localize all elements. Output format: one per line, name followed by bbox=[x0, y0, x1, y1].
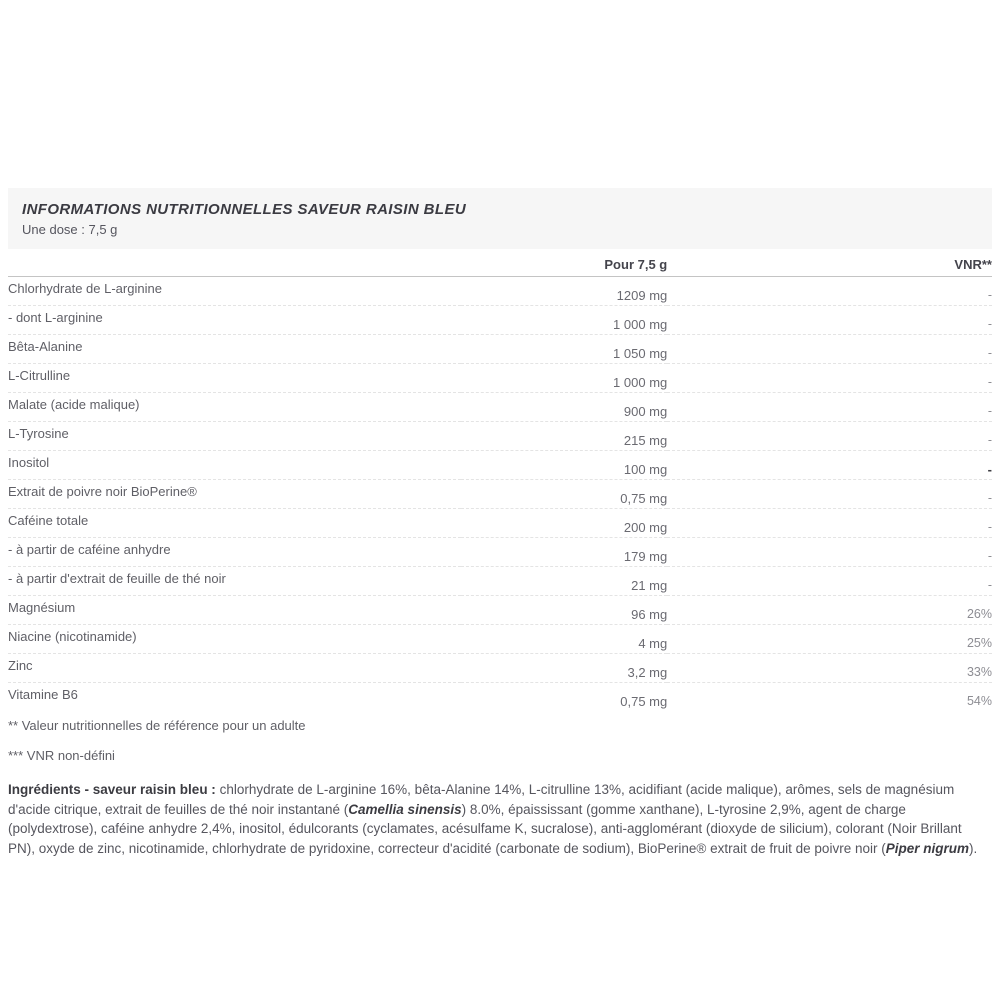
nutrient-amount: 179 mg bbox=[461, 538, 668, 567]
table-row bbox=[8, 509, 992, 538]
ingredients-segment: Ingrédients - saveur raisin bleu : bbox=[8, 782, 220, 797]
nutrient-vnr: 54% bbox=[667, 683, 992, 712]
table-row bbox=[8, 596, 992, 625]
table-row bbox=[8, 538, 992, 567]
nutrient-amount: 0,75 mg bbox=[461, 683, 668, 712]
footnote-reference: ** Valeur nutritionnelles de référence pour un adulte bbox=[8, 718, 306, 733]
table-row bbox=[8, 683, 992, 712]
nutrient-amount: 900 mg bbox=[461, 393, 668, 422]
nutrient-name: Vitamine B6 bbox=[8, 683, 461, 712]
nutrient-amount: 100 mg bbox=[461, 451, 668, 480]
nutrient-vnr: - bbox=[667, 451, 992, 480]
table-row bbox=[8, 625, 992, 654]
ingredients-segment: Camellia sinensis bbox=[348, 801, 462, 817]
empty-header-cell bbox=[8, 251, 461, 277]
nutrient-name: - à partir d'extrait de feuille de thé noir bbox=[8, 567, 461, 596]
nutrient-vnr: - bbox=[667, 335, 992, 364]
nutrition-table-body bbox=[8, 277, 992, 712]
table-row bbox=[8, 654, 992, 683]
nutrient-amount: 21 mg bbox=[461, 567, 668, 596]
nutrient-vnr: - bbox=[667, 509, 992, 538]
dose-line: Une dose : 7,5 g bbox=[22, 222, 118, 237]
nutrient-name: Extrait de poivre noir BioPerine® bbox=[8, 480, 461, 509]
nutrient-vnr: - bbox=[987, 288, 992, 302]
nutrient-vnr: 26% bbox=[667, 596, 992, 625]
nutrition-table bbox=[8, 251, 992, 711]
nutrient-vnr: - bbox=[667, 364, 992, 393]
table-row bbox=[8, 451, 992, 480]
nutrient-name: L-Citrulline bbox=[8, 364, 461, 393]
ingredients-segment: ) 8.0%, épaississant (gomme xanthane), L-tyrosine 2,9%, agent de charge (polydextrose), caféine anhydre 2,4%, inositol, édulcorants (cyclamates, acésulfame K, sucralose), anti-agglomérant (dioxyde de silicium), colorant (Noir Brillant PN), oxyde de zinc, nicotinamide, chlorhydrate de pyridoxine, correcteur d'acidité (carbonate de sodium), BioPerine® extrait de fruit de poivre noir ( bbox=[8, 801, 962, 856]
amount-column-header: Pour 7,5 g bbox=[461, 251, 668, 277]
nutrient-vnr: - bbox=[667, 567, 992, 596]
nutrient-name: - à partir de caféine anhydre bbox=[8, 538, 461, 567]
table-row bbox=[8, 306, 992, 335]
nutrient-amount: 96 mg bbox=[461, 596, 668, 625]
footnote-vnr-undefined: *** VNR non-défini bbox=[8, 748, 115, 763]
nutrient-amount: 1 050 mg bbox=[461, 335, 668, 364]
table-row bbox=[8, 393, 992, 422]
nutrient-name: Niacine (nicotinamide) bbox=[8, 625, 461, 654]
ingredients-paragraph bbox=[8, 780, 992, 858]
nutrient-amount: 1 000 mg bbox=[461, 306, 668, 335]
nutrient-amount: 3,2 mg bbox=[461, 654, 668, 683]
table-row bbox=[8, 335, 992, 364]
nutrition-table-head bbox=[8, 251, 992, 277]
table-row bbox=[8, 567, 992, 596]
nutrient-name: L-Tyrosine bbox=[8, 422, 461, 451]
section-title: INFORMATIONS NUTRITIONNELLES SAVEUR RAISIN BLEU bbox=[22, 201, 467, 218]
nutrient-vnr: - bbox=[667, 480, 992, 509]
ingredients-segment: ). bbox=[968, 840, 978, 856]
nutrient-vnr: - bbox=[667, 393, 992, 422]
nutrient-vnr: - bbox=[667, 422, 992, 451]
nutrient-vnr: 33% bbox=[667, 654, 992, 683]
table-row bbox=[8, 277, 992, 306]
ingredients-segment: chlorhydrate de L-arginine 16%, bêta-Alanine 14%, L-citrulline 13%, acidifiant (acide malique), arômes, sels de magnésium d'acide citrique, extrait de feuilles de thé noir instantané ( bbox=[8, 782, 955, 817]
nutrient-amount: 1209 mg bbox=[616, 288, 668, 303]
nutrient-name: Magnésium bbox=[8, 596, 461, 625]
table-row bbox=[8, 422, 992, 451]
nutrient-vnr: 25% bbox=[667, 625, 992, 654]
nutrient-name: Malate (acide malique) bbox=[8, 393, 461, 422]
nutrient-name: Bêta-Alanine bbox=[8, 335, 461, 364]
nutrient-vnr: - bbox=[667, 306, 992, 335]
ingredients-segment: Piper nigrum bbox=[885, 840, 969, 856]
section-header bbox=[8, 188, 992, 249]
nutrient-name: Inositol bbox=[8, 451, 461, 480]
nutrient-amount: 215 mg bbox=[461, 422, 668, 451]
nutrient-name: Chlorhydrate de L-arginine bbox=[8, 281, 162, 296]
nutrient-vnr: - bbox=[667, 538, 992, 567]
nutrient-amount: 4 mg bbox=[461, 625, 668, 654]
nutrient-name: Zinc bbox=[8, 654, 461, 683]
vnr-column-header: VNR** bbox=[667, 251, 992, 277]
nutrient-name: - dont L-arginine bbox=[8, 306, 461, 335]
table-row bbox=[8, 480, 992, 509]
nutrient-amount: 200 mg bbox=[461, 509, 668, 538]
nutrient-name: Caféine totale bbox=[8, 509, 461, 538]
nutrient-amount: 1 000 mg bbox=[461, 364, 668, 393]
nutrient-amount: 0,75 mg bbox=[461, 480, 668, 509]
table-row bbox=[8, 364, 992, 393]
